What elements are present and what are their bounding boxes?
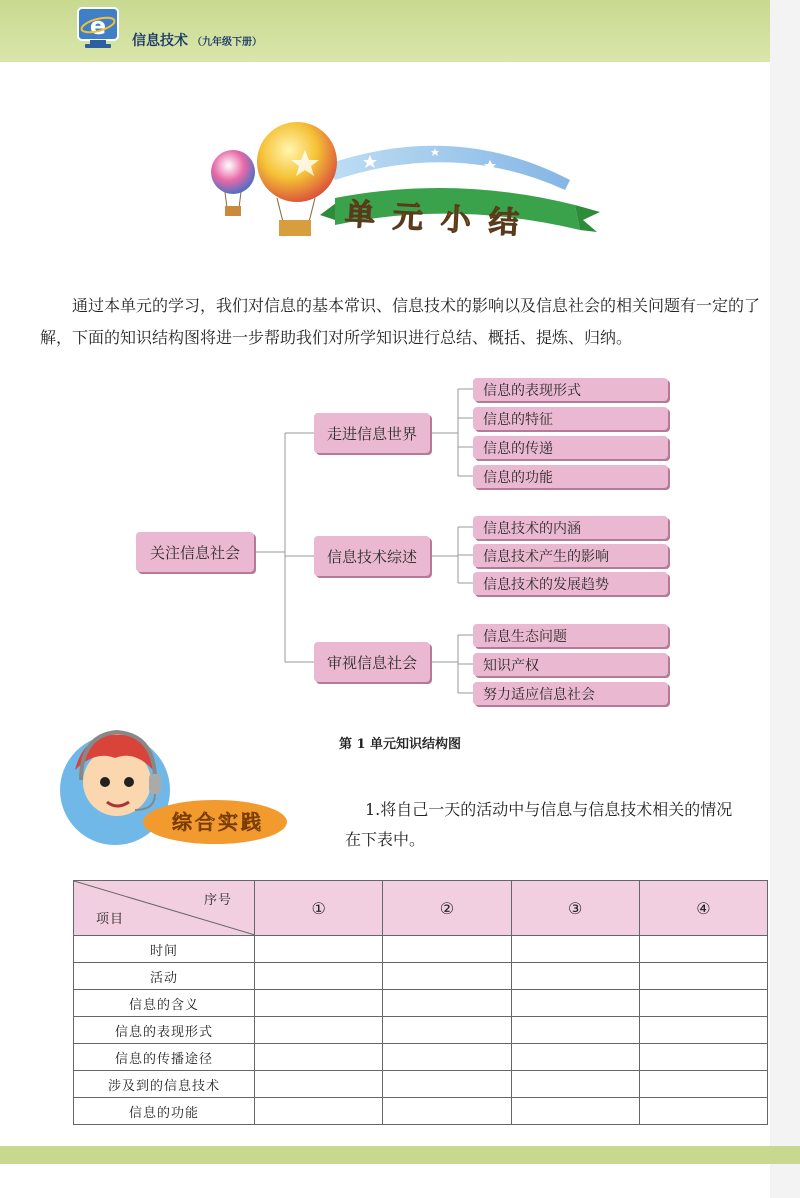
table-cell[interactable] [639, 936, 767, 963]
leaf-node: 努力适应信息社会 [473, 682, 668, 705]
row-label: 信息的含义 [74, 990, 255, 1017]
row-label: 时间 [74, 936, 255, 963]
table-row [74, 963, 768, 990]
row-label: 活动 [74, 963, 255, 990]
column-header: ① [255, 881, 383, 936]
intro-paragraph: 通过本单元的学习，我们对信息的基本常识、信息技术的影响以及信息社会的相关问题有一定的了解，下面的知识结构图将进一步帮助我们对所学知识进行总结、概括、提炼、归纳。 [40, 296, 761, 347]
table-cell[interactable] [383, 1071, 511, 1098]
table-cell[interactable] [255, 963, 383, 990]
table-cell[interactable] [511, 936, 639, 963]
column-header: ② [383, 881, 511, 936]
table-cell[interactable] [511, 1071, 639, 1098]
row-label: 信息的传播途径 [74, 1044, 255, 1071]
table-cell[interactable] [383, 1017, 511, 1044]
leaf-node: 信息的特征 [473, 407, 668, 430]
table-header-row [74, 881, 768, 936]
table-row [74, 936, 768, 963]
page-footer-band [0, 1146, 800, 1164]
practice-badge: 综合实践 [172, 810, 264, 834]
table-cell[interactable] [383, 936, 511, 963]
banner-title: 单元小结 [344, 196, 538, 242]
leaf-node: 信息技术的内涵 [473, 516, 668, 539]
table-cell[interactable] [639, 963, 767, 990]
root-node: 关注信息社会 [136, 532, 254, 572]
row-label: 涉及到的信息技术 [74, 1071, 255, 1098]
table-cell[interactable] [383, 990, 511, 1017]
table-cell[interactable] [511, 990, 639, 1017]
table-row [74, 990, 768, 1017]
leaf-node: 知识产权 [473, 653, 668, 676]
book-title [132, 30, 262, 50]
ie-logo-icon [76, 6, 120, 50]
table-row [74, 1044, 768, 1071]
branch-node: 信息技术综述 [314, 536, 430, 576]
table-cell[interactable] [255, 990, 383, 1017]
table-cell[interactable] [511, 1044, 639, 1071]
table-row [74, 1017, 768, 1044]
leaf-node: 信息技术的发展趋势 [473, 572, 668, 595]
practice-instruction [345, 795, 785, 855]
table-cell[interactable] [255, 1017, 383, 1044]
table-cell[interactable] [639, 1098, 767, 1125]
leaf-node: 信息的传递 [473, 436, 668, 459]
table-cell[interactable] [639, 1044, 767, 1071]
header-top-label: 序号 [203, 893, 232, 908]
book-title-text: 信息技术 [132, 33, 188, 49]
activity-table [73, 880, 768, 1125]
knowledge-diagram [0, 370, 800, 710]
column-header: ④ [639, 881, 767, 936]
table-cell[interactable] [639, 1071, 767, 1098]
header-bottom-label: 项目 [96, 912, 125, 927]
table-cell[interactable] [511, 1017, 639, 1044]
practice-line-1: 1.将自己一天的活动中与信息与信息技术相关的情况 [365, 800, 733, 819]
table-cell[interactable] [639, 990, 767, 1017]
branch-node: 审视信息社会 [314, 642, 430, 682]
table-cell[interactable] [255, 1071, 383, 1098]
table-cell[interactable] [383, 963, 511, 990]
table-cell[interactable] [383, 1044, 511, 1071]
table-row [74, 1098, 768, 1125]
table-cell[interactable] [639, 1017, 767, 1044]
row-label: 信息的功能 [74, 1098, 255, 1125]
table-row [74, 1071, 768, 1098]
table-cell[interactable] [255, 1044, 383, 1071]
table-cell[interactable] [255, 936, 383, 963]
svg-text:e: e [89, 12, 107, 40]
column-header: ③ [511, 881, 639, 936]
row-label: 信息的表现形式 [74, 1017, 255, 1044]
leaf-node: 信息技术产生的影响 [473, 544, 668, 567]
book-subtitle: （九年级下册） [192, 37, 262, 48]
practice-line-2: 在下表中。 [345, 830, 426, 849]
table-cell[interactable] [255, 1098, 383, 1125]
branch-node: 走进信息世界 [314, 413, 430, 453]
leaf-node: 信息的功能 [473, 465, 668, 488]
header-diagonal-cell [74, 881, 255, 936]
table-cell[interactable] [511, 1098, 639, 1125]
page-header [0, 0, 800, 62]
diagram-caption: 第 1 单元知识结构图 [338, 737, 462, 752]
table-cell[interactable] [511, 963, 639, 990]
leaf-node: 信息生态问题 [473, 624, 668, 647]
table-cell[interactable] [383, 1098, 511, 1125]
leaf-node: 信息的表现形式 [473, 378, 668, 401]
